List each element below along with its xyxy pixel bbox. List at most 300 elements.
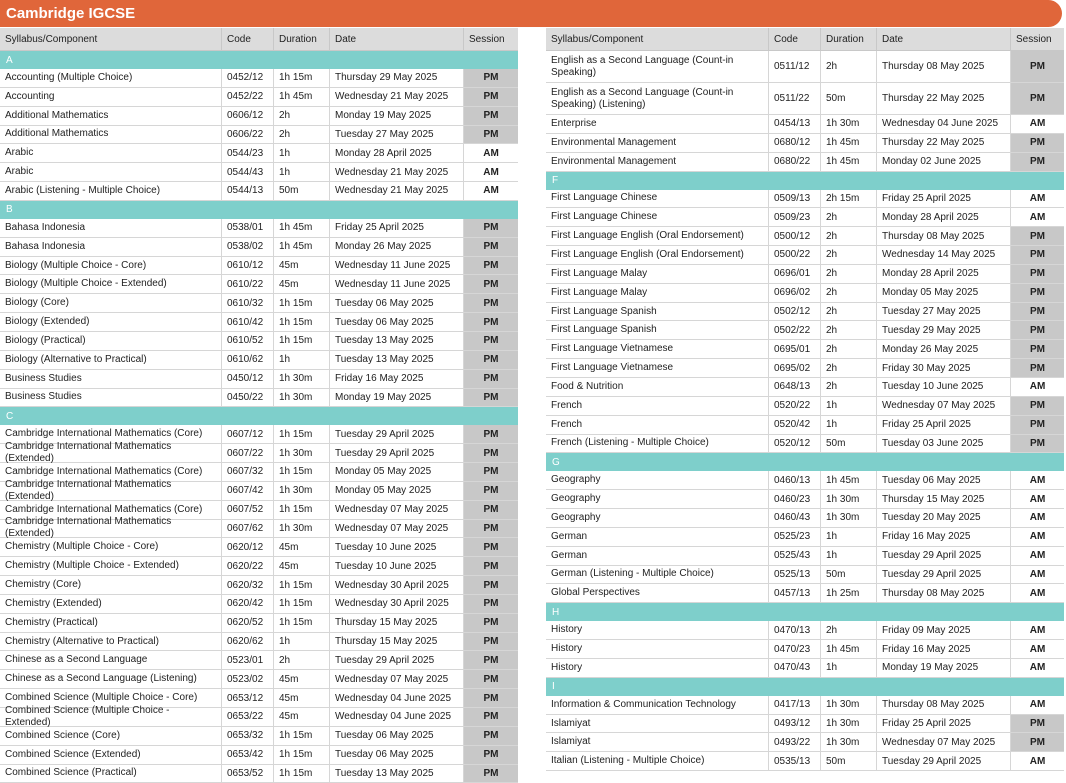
date-cell: [330, 444, 464, 462]
section-letter: H: [546, 603, 1064, 621]
date-cell-text: Monday 28 April 2025: [882, 268, 979, 280]
date-cell: [330, 351, 464, 369]
session-cell-text: AM: [1029, 568, 1046, 580]
date-cell: [877, 51, 1011, 82]
session-cell-text: PM: [1030, 437, 1045, 449]
syllabus-cell: [546, 83, 769, 114]
session-cell: [464, 219, 518, 237]
session-cell-text: PM: [483, 428, 499, 440]
date-cell: [330, 126, 464, 144]
code-cell: [769, 246, 821, 264]
duration-cell: [821, 153, 877, 171]
syllabus-cell-text: History: [551, 643, 583, 655]
header-date: Date: [330, 28, 464, 50]
session-cell-text: AM: [1029, 493, 1046, 505]
code-cell-text: 0523/01: [227, 654, 264, 666]
session-cell: [1011, 284, 1064, 302]
syllabus-cell-text: Combined Science (Practical): [5, 767, 137, 779]
session-cell-text: AM: [1029, 643, 1046, 655]
session-cell-text: PM: [1030, 137, 1045, 149]
syllabus-cell-text: Chemistry (Core): [5, 579, 82, 591]
duration-cell: [821, 378, 877, 396]
session-cell: [1011, 509, 1064, 527]
session-cell: [464, 708, 518, 726]
code-cell: [769, 303, 821, 321]
session-cell: [1011, 733, 1064, 751]
session-cell-text: PM: [483, 579, 499, 591]
date-cell: [877, 115, 1011, 133]
duration-cell: [821, 227, 877, 245]
date-cell: [877, 378, 1011, 396]
date-cell: [330, 107, 464, 125]
syllabus-cell: [546, 284, 769, 302]
date-cell: [877, 153, 1011, 171]
date-cell-text: Tuesday 20 May 2025: [882, 512, 981, 524]
syllabus-cell: [0, 351, 222, 369]
code-cell-text: 0470/13: [774, 624, 811, 636]
table-row: [546, 265, 1064, 284]
date-cell: [330, 313, 464, 331]
duration-cell-text: 1h: [279, 354, 291, 366]
duration-cell: [274, 576, 330, 594]
date-cell-text: Wednesday 30 April 2025: [335, 579, 449, 591]
session-cell: [1011, 51, 1064, 82]
date-cell-text: Friday 16 May 2025: [882, 643, 971, 655]
code-cell: [222, 275, 274, 293]
code-cell-text: 0610/22: [227, 278, 264, 290]
date-cell: [877, 715, 1011, 733]
date-cell: [877, 265, 1011, 283]
code-cell: [222, 370, 274, 388]
duration-cell-text: 1h 15m: [279, 428, 313, 440]
code-cell: [769, 416, 821, 434]
date-cell-text: Wednesday 14 May 2025: [882, 249, 996, 261]
syllabus-cell: [0, 294, 222, 312]
date-cell: [330, 257, 464, 275]
session-cell: [1011, 696, 1064, 714]
syllabus-cell-text: French: [551, 399, 583, 411]
duration-cell: [274, 257, 330, 275]
duration-cell-text: 50m: [826, 568, 846, 580]
code-cell-text: 0680/22: [774, 156, 811, 168]
session-cell: [464, 557, 518, 575]
code-cell-text: 0500/12: [774, 230, 811, 242]
date-cell: [877, 640, 1011, 658]
code-cell: [222, 595, 274, 613]
code-cell: [222, 332, 274, 350]
syllabus-cell: [0, 144, 222, 162]
table-row: [546, 752, 1064, 771]
syllabus-cell: [0, 538, 222, 556]
duration-cell: [274, 126, 330, 144]
code-cell: [222, 425, 274, 443]
duration-cell: [821, 246, 877, 264]
syllabus-cell: [546, 359, 769, 377]
date-cell: [330, 389, 464, 407]
duration-cell-text: 2h: [826, 306, 838, 318]
syllabus-cell: [546, 584, 769, 602]
header-syllabus: Syllabus/Component: [546, 28, 769, 50]
syllabus-cell-text: Biology (Multiple Choice - Core): [5, 259, 147, 271]
session-cell-text: PM: [1030, 306, 1045, 318]
session-cell: [1011, 190, 1064, 208]
duration-cell-text: 1h 45m: [279, 91, 313, 103]
syllabus-cell: [0, 163, 222, 181]
syllabus-cell-text: Combined Science (Multiple Choice - Extended): [5, 704, 170, 728]
syllabus-cell: [546, 547, 769, 565]
duration-cell: [274, 370, 330, 388]
table-row: [546, 471, 1064, 490]
session-cell-text: PM: [483, 278, 499, 290]
date-cell: [330, 425, 464, 443]
syllabus-cell-text: Biology (Practical): [5, 334, 86, 346]
code-cell-text: 0525/43: [774, 550, 811, 562]
code-cell-text: 0680/12: [774, 137, 811, 149]
code-cell-text: 0648/13: [774, 381, 811, 393]
duration-cell: [274, 463, 330, 481]
syllabus-cell-text: English as a Second Language (Count-in Speaking): [551, 54, 734, 78]
duration-cell-text: 1h 15m: [279, 598, 313, 610]
date-cell-text: Tuesday 27 May 2025: [882, 306, 981, 318]
session-cell-text: PM: [483, 260, 499, 272]
syllabus-cell-text: German: [551, 530, 588, 542]
session-cell-text: AM: [483, 147, 499, 159]
session-cell: [464, 463, 518, 481]
code-cell-text: 0450/12: [227, 373, 264, 385]
session-cell: [1011, 640, 1064, 658]
date-cell: [330, 689, 464, 707]
table-row: [546, 715, 1064, 734]
duration-cell-text: 1h: [826, 550, 838, 562]
syllabus-cell: [0, 704, 222, 728]
duration-cell: [274, 182, 330, 200]
date-cell-text: Thursday 08 May 2025: [882, 61, 985, 72]
date-cell: [330, 765, 464, 783]
date-cell: [877, 528, 1011, 546]
session-cell: [1011, 265, 1064, 283]
date-cell-text: Wednesday 04 June 2025: [335, 692, 452, 704]
code-cell-text: 0502/22: [774, 324, 811, 336]
table-row: [546, 528, 1064, 547]
duration-cell-text: 2h: [826, 624, 838, 636]
header-date: Date: [877, 28, 1011, 50]
code-cell: [769, 584, 821, 602]
session-cell: [464, 501, 518, 519]
duration-cell-text: 1h 30m: [279, 522, 313, 534]
date-cell-text: Thursday 15 May 2025: [335, 617, 438, 629]
right-timetable: [546, 28, 1064, 771]
syllabus-cell-text: First Language Vietnamese: [551, 362, 674, 374]
session-cell: [464, 651, 518, 669]
session-cell-text: PM: [483, 711, 499, 723]
date-cell-text: Tuesday 06 May 2025: [882, 474, 981, 486]
code-cell-text: 0454/13: [774, 118, 811, 130]
duration-cell-text: 50m: [826, 93, 846, 104]
date-cell-text: Monday 19 May 2025: [335, 391, 432, 403]
code-cell: [769, 435, 821, 453]
code-cell: [222, 351, 274, 369]
table-row: [546, 378, 1064, 397]
syllabus-cell: [546, 490, 769, 508]
session-cell: [464, 107, 518, 125]
code-cell-text: 0417/13: [774, 699, 811, 711]
date-cell-text: Wednesday 07 May 2025: [882, 400, 996, 412]
code-cell: [222, 727, 274, 745]
syllabus-cell-text: Food & Nutrition: [551, 380, 624, 392]
syllabus-cell-text: Business Studies: [5, 391, 82, 403]
date-cell: [877, 435, 1011, 453]
date-cell-text: Wednesday 21 May 2025: [335, 91, 449, 103]
syllabus-cell-text: First Language Spanish: [551, 324, 657, 336]
duration-cell-text: 45m: [279, 260, 299, 272]
session-cell-text: PM: [1030, 362, 1045, 374]
syllabus-cell-text: Combined Science (Extended): [5, 748, 141, 760]
code-cell: [222, 219, 274, 237]
syllabus-cell: [546, 659, 769, 677]
code-cell: [769, 340, 821, 358]
date-cell: [330, 294, 464, 312]
code-cell: [222, 463, 274, 481]
code-cell: [222, 257, 274, 275]
duration-cell-text: 1h 30m: [826, 118, 860, 130]
duration-cell-text: 1h 30m: [826, 699, 860, 711]
session-cell-text: AM: [1029, 699, 1046, 711]
code-cell: [769, 51, 821, 82]
code-cell-text: 0457/13: [774, 587, 811, 599]
syllabus-cell: [546, 227, 769, 245]
session-cell-text: PM: [483, 241, 499, 253]
date-cell-text: Monday 05 May 2025: [882, 287, 979, 299]
syllabus-cell-text: Chinese as a Second Language (Listening): [5, 673, 197, 685]
table-row: [546, 321, 1064, 340]
code-cell-text: 0452/22: [227, 91, 264, 103]
date-cell: [877, 621, 1011, 639]
table-row: [546, 340, 1064, 359]
date-cell: [330, 557, 464, 575]
duration-cell: [821, 321, 877, 339]
duration-cell: [274, 633, 330, 651]
date-cell: [330, 88, 464, 106]
session-cell: [1011, 416, 1064, 434]
date-cell-text: Monday 05 May 2025: [335, 466, 432, 478]
date-cell-text: Friday 30 May 2025: [882, 362, 971, 374]
duration-cell-text: 45m: [279, 673, 299, 685]
table-row: [0, 576, 518, 595]
table-row: [546, 733, 1064, 752]
syllabus-cell: [546, 696, 769, 714]
session-cell: [464, 294, 518, 312]
table-row: [546, 416, 1064, 435]
syllabus-cell-text: Islamiyat: [551, 717, 591, 729]
code-cell-text: 0520/12: [774, 437, 811, 449]
duration-cell-text: 1h 15m: [279, 504, 313, 516]
duration-cell: [821, 659, 877, 677]
duration-cell: [274, 69, 330, 87]
code-cell: [769, 134, 821, 152]
date-cell: [877, 303, 1011, 321]
syllabus-cell: [546, 51, 769, 82]
date-cell: [330, 670, 464, 688]
code-cell-text: 0610/32: [227, 297, 264, 309]
table-row: [0, 294, 518, 313]
syllabus-cell-text: Global Perspectives: [551, 587, 640, 599]
syllabus-cell-text: Geography: [551, 493, 601, 505]
duration-cell-text: 1h 45m: [826, 643, 860, 655]
session-cell-text: AM: [1029, 381, 1046, 393]
table-row: [0, 595, 518, 614]
session-cell-text: PM: [483, 72, 499, 84]
syllabus-cell: [0, 651, 222, 669]
syllabus-cell-text: Information & Communication Technology: [551, 698, 736, 710]
table-row: [546, 547, 1064, 566]
syllabus-cell: [546, 115, 769, 133]
code-cell-text: 0509/23: [774, 211, 811, 223]
syllabus-cell-text: Cambridge International Mathematics (Extended): [5, 516, 172, 540]
date-cell: [330, 370, 464, 388]
session-cell: [464, 332, 518, 350]
date-cell: [330, 595, 464, 613]
syllabus-cell: [0, 765, 222, 783]
duration-cell: [274, 727, 330, 745]
date-cell-text: Monday 26 May 2025: [882, 343, 979, 355]
duration-cell: [821, 435, 877, 453]
session-cell-text: PM: [483, 466, 499, 478]
code-cell-text: 0544/13: [227, 185, 264, 197]
section-letter: I: [546, 678, 1064, 696]
table-row: [546, 246, 1064, 265]
session-cell-text: PM: [483, 522, 499, 534]
date-cell-text: Wednesday 04 June 2025: [335, 711, 452, 723]
code-cell-text: 0493/12: [774, 718, 811, 730]
code-cell: [769, 190, 821, 208]
duration-cell-text: 1h 30m: [279, 447, 313, 459]
session-cell: [1011, 435, 1064, 453]
session-cell-text: PM: [483, 541, 499, 553]
session-cell-text: PM: [483, 297, 499, 309]
duration-cell-text: 1h 30m: [826, 736, 860, 748]
duration-cell: [821, 528, 877, 546]
code-cell: [222, 765, 274, 783]
session-cell: [1011, 340, 1064, 358]
session-cell: [1011, 246, 1064, 264]
syllabus-cell-text: German (Listening - Multiple Choice): [551, 568, 714, 580]
session-cell-text: AM: [1029, 755, 1046, 767]
session-cell-text: PM: [483, 316, 499, 328]
date-cell: [330, 482, 464, 500]
duration-cell: [821, 621, 877, 639]
duration-cell: [821, 584, 877, 602]
table-row: [0, 163, 518, 182]
code-cell: [222, 651, 274, 669]
date-cell-text: Monday 05 May 2025: [335, 485, 432, 497]
duration-cell: [274, 332, 330, 350]
date-cell-text: Wednesday 04 June 2025: [882, 118, 999, 130]
section-letter: F: [546, 172, 1064, 190]
duration-cell: [821, 490, 877, 508]
session-cell-text: AM: [1029, 512, 1046, 524]
date-cell: [330, 727, 464, 745]
table-row: [546, 284, 1064, 303]
table-header: [546, 28, 1064, 51]
date-cell-text: Monday 26 May 2025: [335, 241, 432, 253]
date-cell-text: Wednesday 07 May 2025: [882, 736, 996, 748]
syllabus-cell: [546, 246, 769, 264]
syllabus-cell-text: Bahasa Indonesia: [5, 221, 86, 233]
syllabus-cell: [546, 435, 769, 453]
duration-cell: [274, 425, 330, 443]
table-row: [0, 370, 518, 389]
table-row: [546, 227, 1064, 246]
date-cell-text: Tuesday 03 June 2025: [882, 437, 984, 449]
syllabus-cell-text: Biology (Multiple Choice - Extended): [5, 278, 167, 290]
code-cell: [769, 715, 821, 733]
table-row: [0, 516, 518, 540]
syllabus-cell-text: Additional Mathematics: [5, 109, 109, 121]
code-cell-text: 0606/22: [227, 128, 264, 140]
duration-cell: [274, 389, 330, 407]
session-cell-text: PM: [483, 767, 499, 779]
duration-cell: [274, 501, 330, 519]
code-cell: [222, 746, 274, 764]
code-cell: [222, 501, 274, 519]
code-cell: [222, 389, 274, 407]
code-cell: [769, 397, 821, 415]
code-cell-text: 0525/13: [774, 568, 811, 580]
session-cell: [1011, 115, 1064, 133]
session-cell-text: PM: [483, 654, 499, 666]
session-cell: [1011, 752, 1064, 770]
duration-cell-text: 1h: [826, 662, 838, 674]
syllabus-cell: [0, 313, 222, 331]
duration-cell-text: 1h 30m: [279, 485, 313, 497]
session-cell-text: AM: [1029, 662, 1046, 674]
session-cell-text: AM: [1029, 474, 1046, 486]
code-cell: [769, 528, 821, 546]
code-cell-text: 0620/32: [227, 579, 264, 591]
date-cell-text: Thursday 22 May 2025: [882, 137, 985, 149]
date-cell: [330, 182, 464, 200]
table-row: [0, 126, 518, 145]
date-cell-text: Friday 25 April 2025: [335, 222, 424, 234]
code-cell-text: 0620/22: [227, 560, 264, 572]
session-cell-text: AM: [1029, 192, 1046, 204]
duration-cell-text: 2h: [826, 287, 838, 299]
session-cell-text: AM: [483, 166, 499, 178]
date-cell: [877, 359, 1011, 377]
table-row: [546, 490, 1064, 509]
table-header: [0, 28, 518, 51]
session-cell: [464, 238, 518, 256]
session-cell: [464, 275, 518, 293]
code-cell-text: 0500/22: [774, 249, 811, 261]
date-cell-text: Thursday 22 May 2025: [882, 93, 985, 104]
syllabus-cell-text: Biology (Extended): [5, 316, 90, 328]
duration-cell: [274, 614, 330, 632]
session-cell: [1011, 528, 1064, 546]
code-cell: [222, 520, 274, 538]
duration-cell-text: 1h: [279, 147, 291, 159]
duration-cell: [274, 765, 330, 783]
date-cell: [330, 614, 464, 632]
code-cell-text: 0607/42: [227, 485, 264, 497]
duration-cell-text: 1h: [279, 636, 291, 648]
session-cell: [1011, 227, 1064, 245]
header-duration: Duration: [821, 28, 877, 50]
code-cell: [222, 69, 274, 87]
table-row: [0, 107, 518, 126]
duration-cell-text: 1h 45m: [826, 474, 860, 486]
syllabus-cell: [0, 441, 222, 465]
